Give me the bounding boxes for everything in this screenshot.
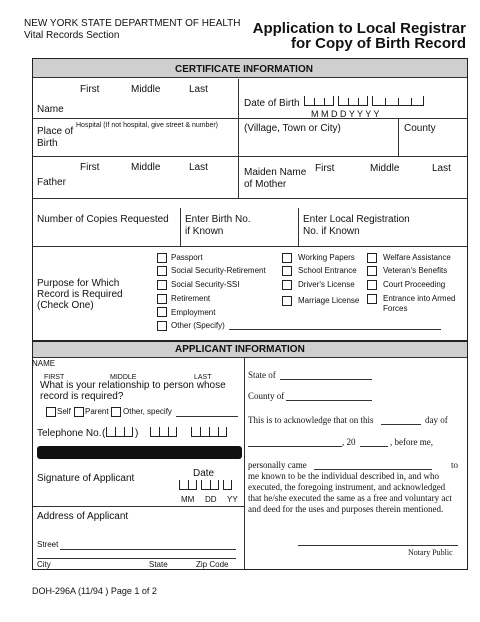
copies-label: Number of Copies Requested (37, 214, 169, 225)
father-last-label: Last (189, 162, 208, 173)
place-label-2: Birth (37, 138, 58, 149)
birth-no-label-2: if Known (185, 226, 224, 237)
purpose-other: Other (Specify) (171, 321, 225, 330)
maiden-label-1: Maiden Name (244, 167, 307, 178)
place-of-birth-field[interactable] (76, 131, 236, 153)
purpose-school-entrance: School Entrance (298, 266, 357, 275)
local-reg-field[interactable] (360, 228, 460, 240)
notary-day-of: day of (425, 415, 448, 425)
purpose-label-2: Record is Required (37, 289, 123, 300)
armed-forces-checkbox[interactable] (367, 294, 377, 304)
notary-state-field[interactable] (280, 379, 372, 380)
notary-signature-field[interactable] (298, 545, 458, 546)
applicant-middle-label: MIDDLE (110, 374, 137, 381)
notary-state-of: State of (248, 370, 276, 380)
notary-person-field[interactable] (314, 469, 432, 470)
birth-no-field[interactable] (250, 228, 295, 240)
father-middle-label: Middle (131, 162, 161, 173)
telephone-open-paren: ( (102, 428, 106, 439)
ss-retirement-checkbox[interactable] (157, 266, 167, 276)
mother-last-label: Last (432, 163, 451, 174)
notary-body-2: executed, the foregoing instrument, and acknowledged (248, 482, 446, 492)
redacted-bar (37, 446, 242, 459)
parent-checkbox[interactable] (74, 407, 84, 417)
other-purpose-checkbox[interactable] (157, 321, 167, 331)
notary-day-field[interactable] (381, 424, 421, 425)
name-last-label: Last (189, 84, 208, 95)
state-label: State (149, 560, 168, 569)
notary-public-label: Notary Public (408, 548, 453, 557)
name-middle-label: Middle (131, 84, 161, 95)
child-name-label: Name (37, 104, 64, 115)
ss-ssi-checkbox[interactable] (157, 280, 167, 290)
date-fmt-yy: YY (227, 495, 238, 504)
maiden-label-2: of Mother (244, 179, 287, 190)
notary-acknowledge: This is to acknowledge that on this (248, 415, 374, 425)
other-relationship-field[interactable] (176, 416, 238, 417)
retirement-checkbox[interactable] (157, 294, 167, 304)
city-state-zip-field[interactable] (37, 558, 236, 559)
local-reg-label-1: Enter Local Registration (303, 214, 410, 225)
name-first-label: First (80, 84, 100, 95)
purpose-armed-forces-1: Entrance into Armed (383, 294, 456, 303)
purpose-court: Court Proceeding (383, 280, 446, 289)
self-label: Self (57, 407, 71, 416)
section-name: Vital Records Section (24, 30, 120, 41)
notary-twenty: , 20 (342, 437, 356, 447)
street-field[interactable] (60, 549, 236, 550)
address-label: Address of Applicant (37, 511, 129, 522)
notary-to: to (451, 460, 459, 470)
telephone-label: Telephone No. (37, 428, 102, 439)
form-title-line2: for Copy of Birth Record (291, 35, 466, 52)
certificate-section-title: CERTIFICATE INFORMATION (175, 64, 313, 75)
drivers-license-checkbox[interactable] (282, 280, 292, 290)
hospital-hint: Hospital (If not hospital, give street & number) (76, 122, 219, 129)
notary-year-field[interactable] (360, 446, 388, 447)
mother-middle-label: Middle (370, 163, 400, 174)
court-checkbox[interactable] (367, 280, 377, 290)
passport-checkbox[interactable] (157, 253, 167, 263)
father-first-label: First (80, 162, 100, 173)
signature-field[interactable] (37, 484, 177, 498)
signature-label: Signature of Applicant (37, 473, 135, 484)
mother-maiden-field[interactable] (310, 176, 460, 196)
applicant-name-field[interactable] (36, 360, 241, 374)
child-name-field[interactable] (75, 95, 235, 117)
city-label: City (37, 560, 51, 569)
purpose-ss-retirement: Social Security-Retirement (171, 266, 266, 275)
notary-before-me: , before me, (390, 437, 433, 447)
notary-county-of: County of (248, 391, 285, 401)
applicant-section-title: APPLICANT INFORMATION (175, 344, 305, 355)
purpose-ss-ssi: Social Security-SSI (171, 280, 240, 289)
zip-label: Zip Code (196, 560, 229, 569)
purpose-working-papers: Working Papers (298, 253, 355, 262)
local-reg-label-2: No. if Known (303, 226, 360, 237)
applicant-date-label: Date (193, 468, 215, 479)
other-relationship-label: Other, specify (123, 407, 172, 416)
notary-county-field[interactable] (286, 400, 372, 401)
address-field[interactable] (37, 524, 237, 538)
telephone-input[interactable] (106, 426, 236, 440)
purpose-retirement: Retirement (171, 294, 211, 303)
welfare-checkbox[interactable] (367, 253, 377, 263)
applicant-last-label: LAST (194, 374, 212, 381)
mother-first-label: First (315, 163, 335, 174)
purpose-welfare: Welfare Assistance (383, 253, 451, 262)
notary-month-field[interactable] (248, 446, 342, 447)
village-label: (Village, Town or City) (244, 123, 341, 134)
working-papers-checkbox[interactable] (282, 253, 292, 263)
purpose-marriage-license: Marriage License (298, 296, 360, 305)
county-label: County (404, 123, 436, 134)
veterans-checkbox[interactable] (367, 266, 377, 276)
parent-label: Parent (85, 407, 109, 416)
purpose-passport: Passport (171, 253, 203, 262)
notary-body-3: that he/she executed the same as a free and voluntary act (248, 493, 452, 503)
place-label-1: Place of (37, 126, 74, 137)
purpose-veterans: Veteran's Benefits (383, 266, 448, 275)
copies-field[interactable] (37, 228, 177, 240)
relationship-question-1: What is your relationship to person whose (40, 380, 226, 391)
form-id: DOH-296A (11/94 ) Page 1 of 2 (32, 586, 157, 596)
date-fmt-dd: DD (205, 495, 217, 504)
street-label: Street (37, 540, 59, 549)
applicant-name-label: NAME (32, 359, 56, 368)
dob-label: Date of Birth (244, 98, 300, 109)
relationship-question-2: record is required? (40, 391, 124, 402)
marriage-license-checkbox[interactable] (282, 296, 292, 306)
dob-input[interactable] (304, 94, 428, 108)
self-checkbox[interactable] (46, 407, 56, 417)
father-label: Father (37, 177, 66, 188)
purpose-label-3: (Check One) (37, 300, 94, 311)
notary-personally: personally came (248, 460, 307, 470)
purpose-label-1: Purpose for Which (37, 278, 120, 289)
applicant-date-input[interactable] (179, 480, 239, 494)
other-purpose-field[interactable] (229, 329, 441, 330)
agency-name: NEW YORK STATE DEPARTMENT OF HEALTH (24, 18, 241, 29)
birth-no-label-1: Enter Birth No. (185, 214, 251, 225)
dob-format: M M D D Y Y Y Y (311, 109, 380, 119)
father-name-field[interactable] (75, 174, 235, 196)
school-entrance-checkbox[interactable] (282, 266, 292, 276)
telephone-close-paren: ) (135, 428, 139, 439)
other-relationship-checkbox[interactable] (111, 407, 121, 417)
date-fmt-mm: MM (181, 495, 195, 504)
form-title-line1: Application to Local Registrar (252, 20, 466, 37)
applicant-first-label: FIRST (44, 374, 65, 381)
purpose-armed-forces-2: Forces (383, 304, 408, 313)
purpose-drivers-license: Driver's License (298, 280, 355, 289)
employment-checkbox[interactable] (157, 307, 167, 317)
notary-body-1: me known to be the individual described in, and who (248, 471, 439, 481)
purpose-employment: Employment (171, 308, 216, 317)
notary-body-4: and deed for the uses and purposes therein mentioned. (248, 504, 444, 514)
